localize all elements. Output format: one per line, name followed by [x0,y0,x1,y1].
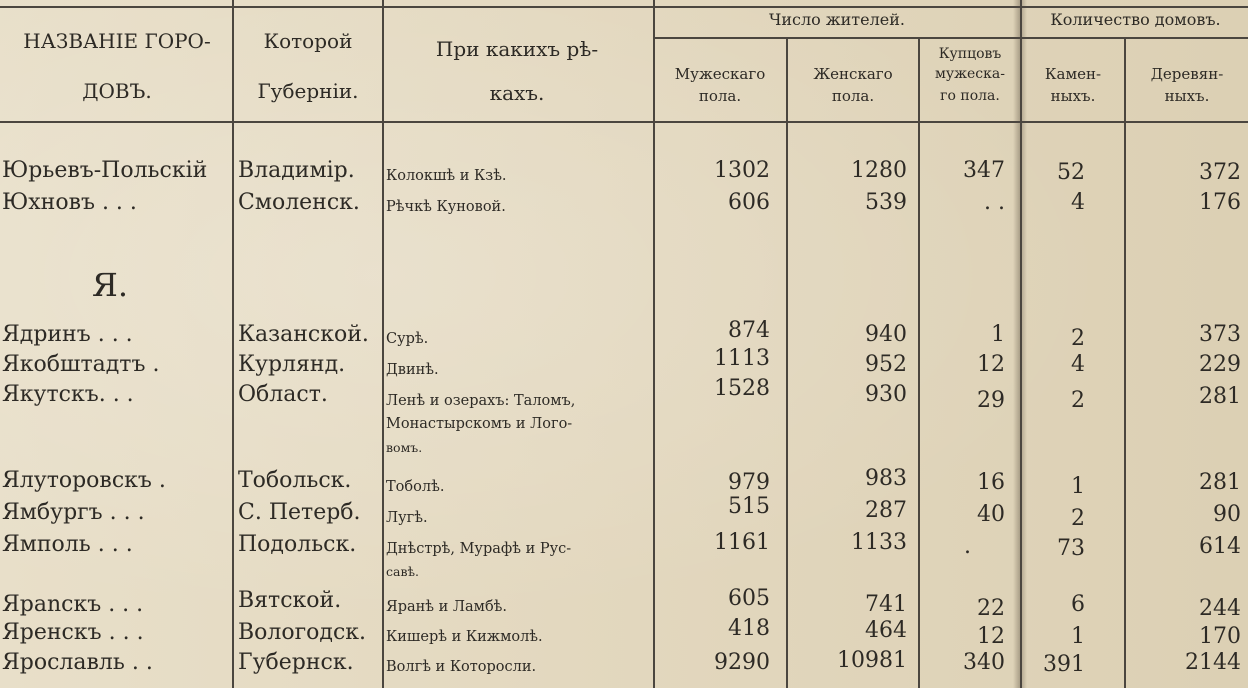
header-city-line2: ДОВЪ. [82,79,152,103]
male-count: 9290 [714,650,770,675]
governorate: Вологодск. [238,620,367,645]
city-name: Юрьевъ-Польскій [2,158,208,183]
header-merchants-line3: го пола. [940,88,1000,104]
wood-houses: 281 [1199,384,1241,409]
header-city-line1: НАЗВАНІЕ ГОРО- [23,29,211,53]
river-text: Кишерѣ и Кижмолѣ. [386,629,543,645]
header-merchants-line2: мужеска- [935,66,1005,82]
river-text: савѣ. [386,564,420,579]
city-name: Юхновъ . . . [2,190,137,215]
header-houses-group: Количество домовъ. [1050,10,1221,29]
header-merchants-line1: Купцовъ [938,46,1002,62]
stone-houses: 391 [1043,652,1085,677]
city-name: Яренскъ . . . [2,620,144,645]
header-stone-line1: Камен- [1044,65,1102,83]
male-count: 515 [728,494,770,519]
merchant-count: 16 [977,470,1005,495]
river-text: Яранѣ и Ламбѣ. [386,599,508,615]
male-count: 605 [728,586,770,611]
female-count: 539 [865,190,907,215]
female-count: 464 [865,618,907,643]
governorate: Вятской. [238,588,342,613]
female-count: 287 [865,498,907,523]
governorate: Смоленск. [238,190,360,215]
header-river-line1: При какихъ рѣ- [435,37,599,61]
river-text: Лугѣ. [386,510,428,526]
header-gub-line1: Которой [263,29,353,53]
female-count: 952 [865,352,907,377]
wood-houses: 2144 [1185,650,1241,675]
stone-houses: 73 [1057,536,1085,561]
header-male-line2: пола. [698,87,742,105]
governorate: Курлянд. [238,352,346,377]
wood-houses: 244 [1199,596,1241,621]
column-divider [382,0,384,688]
governorate: Владимір. [238,158,355,183]
column-divider [918,38,920,688]
column-divider [1124,38,1126,688]
wood-houses: 281 [1199,470,1241,495]
merchant-count: 1 [991,322,1005,347]
header-male-line1: Мужескаго [674,65,766,83]
wood-houses: 90 [1213,502,1241,527]
stone-houses: 2 [1071,326,1085,351]
male-count: 979 [728,470,770,495]
river-text: Двинѣ. [386,362,439,378]
river-text: Колокшѣ и Кзѣ. [386,168,507,184]
male-count: 1113 [714,346,770,371]
header-stone-line2: ныхъ. [1050,87,1096,105]
governorate: Губернск. [238,650,354,675]
city-name: Ярanскъ . . . [2,592,144,617]
male-count: 1161 [714,530,770,555]
column-divider [232,0,234,688]
governorate: Област. [238,382,328,407]
female-count: 940 [865,322,907,347]
header-river-line2: кахъ. [489,81,545,105]
wood-houses: 614 [1199,534,1241,559]
header-gub-line2: Губерніи. [257,79,359,103]
stone-houses: 52 [1057,160,1085,185]
wood-houses: 176 [1199,190,1241,215]
wood-houses: 170 [1199,624,1241,649]
merchant-count: 22 [977,596,1005,621]
city-name: Якобштадтъ . [2,352,160,377]
city-name: Ядринъ . . . [2,322,133,347]
merchant-count: . . [984,190,1005,215]
stone-houses: 6 [1071,592,1085,617]
header-bottom-rule [0,121,1248,123]
female-count: 1280 [851,158,907,183]
river-text: Рѣчкѣ Куновой. [386,199,506,215]
column-divider [786,38,788,688]
male-count: 874 [728,318,770,343]
merchant-count: 40 [977,502,1005,527]
river-text: Волгѣ и Которосли. [386,659,537,675]
header-female-line2: пола. [831,87,875,105]
female-count: 741 [865,592,907,617]
stone-houses: 4 [1071,352,1085,377]
header-wood-line1: Деревян- [1150,65,1224,83]
city-name: Якутскъ. . . [2,382,134,407]
river-text: вомъ. [386,440,423,455]
river-text: Монастырскомъ и Лого- [386,416,573,432]
stone-houses: 1 [1071,624,1085,649]
section-letter: Я. [92,266,129,304]
table-top-rule [0,6,1248,8]
column-divider [1020,0,1022,688]
male-count: 1302 [714,158,770,183]
group-header-rule [653,37,1248,39]
female-count: 1133 [851,530,907,555]
city-name: Ямбургъ . . . [2,500,145,525]
female-count: 930 [865,382,907,407]
merchant-count: 12 [977,624,1005,649]
male-count: 1528 [714,376,770,401]
river-text: Ленѣ и озерахъ: Таломъ, [386,393,576,409]
merchant-count: 12 [977,352,1005,377]
male-count: 606 [728,190,770,215]
merchant-count: 347 [963,158,1005,183]
governorate: Подольск. [238,532,357,557]
city-name: Ярославль . . [2,650,153,675]
stone-houses: 2 [1071,506,1085,531]
header-female-line1: Женскаго [813,65,893,83]
female-count: 983 [865,466,907,491]
governorate: С. Петерб. [238,500,361,525]
merchant-count: 29 [977,388,1005,413]
wood-houses: 229 [1199,352,1241,377]
stone-houses: 1 [1071,474,1085,499]
city-name: Ялуторовскъ . [2,468,166,493]
river-text: Днѣстрѣ, Мурафѣ и Рус- [386,541,572,557]
merchant-count: 340 [963,650,1005,675]
city-name: Ямполь . . . [2,532,133,557]
merchant-count: . [964,534,971,559]
stone-houses: 2 [1071,388,1085,413]
river-text: Сурѣ. [386,331,429,347]
river-text: Тоболѣ. [386,479,445,495]
header-inhabitants-group: Число жителей. [769,10,905,29]
female-count: 10981 [837,648,907,673]
governorate: Тобольск. [238,468,352,493]
header-wood-line2: ныхъ. [1164,87,1210,105]
column-divider [653,0,655,688]
governorate: Казанской. [238,322,369,347]
male-count: 418 [728,616,770,641]
wood-houses: 373 [1199,322,1241,347]
wood-houses: 372 [1199,160,1241,185]
stone-houses: 4 [1071,190,1085,215]
